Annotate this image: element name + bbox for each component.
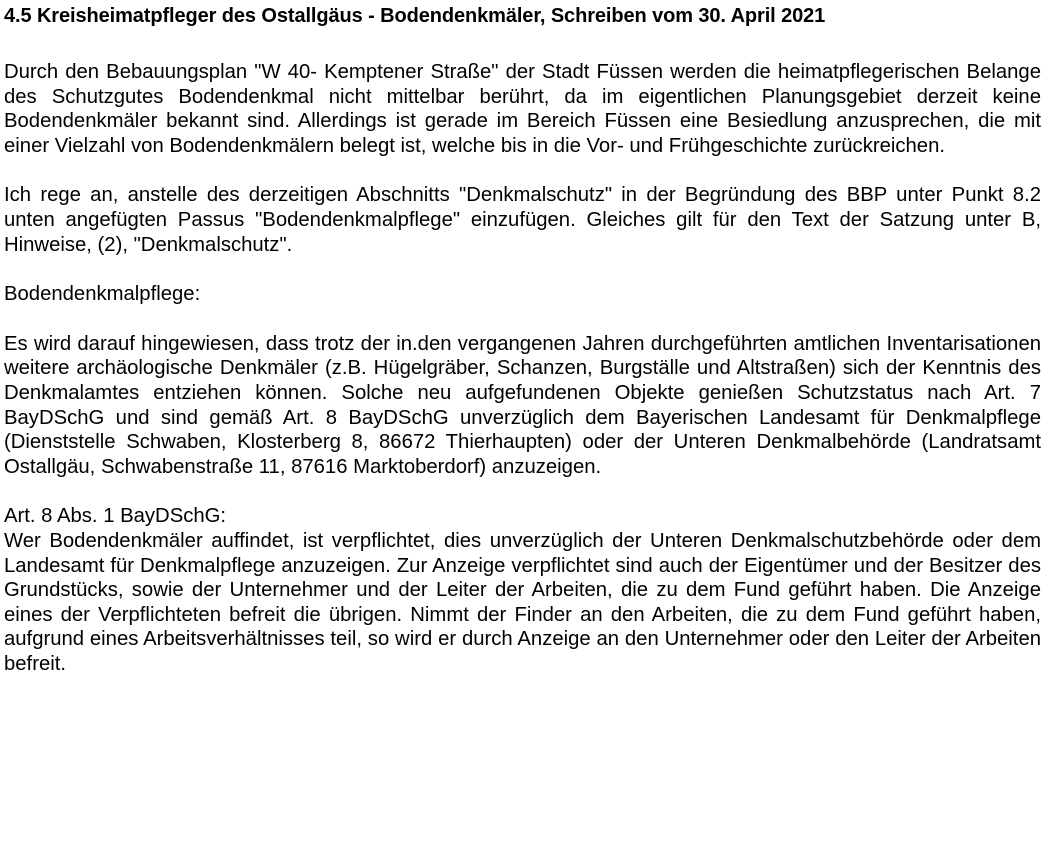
- subheading-art-8: Art. 8 Abs. 1 BayDSchG:: [4, 505, 227, 528]
- document-page: [4, 0, 1041, 676]
- paragraph-art-8-text: Wer Bodendenkmäler auffindet, ist verpflichtet, dies unverzüglich der Unteren Denkmalschutzbehörde oder dem Landesamt für Denkmalpflege anzuzeigen. Zur Anzeige verpflichtet sind auch der Eigentümer und der Besitzer des Grundstücks, sowie der Unternehmer und der Leiter der Arbeiten, die zu dem Fund geführt haben. Die Anzeige eines der Verpflichteten befreit die übrigen. Nimmt der Finder an den Arbeiten, die zu dem Fund geführt haben, aufgrund eines Arbeitsverhältnisses teil, so wird er durch Anzeige an den Unternehmer oder den Leiter der Arbeiten befreit.: [4, 529, 1041, 675]
- section-heading: 4.5 Kreisheimatpfleger des Ostallgäus - Bodendenkmäler, Schreiben vom 30. April 2021: [4, 5, 826, 27]
- paragraph-hinweis: Es wird darauf hingewiesen, dass trotz der in.den vergangenen Jahren durchgeführten amtlichen Inventarisationen weitere archäologische Denkmäler (z.B. Hügelgräber, Schanzen, Burgställe und Altstraßen) sich der Kenntnis des Denkmalamtes entziehen können. Solche neu aufgefundenen Objekte genießen Schutzstatus nach Art. 7 BayDSchG und sind gemäß Art. 8 BayDSchG unverzüglich dem Bayerischen Landesamt für Denkmalpflege (Dienststelle Schwaben, Klosterberg 8, 86672 Thierhaupten) oder der Unteren Denkmalbehörde (Landratsamt Ostallgäu, Schwabenstraße 11, 87616 Marktoberdorf) anzuzeigen.: [4, 332, 1041, 478]
- subheading-bodendenkmalpflege: Bodendenkmalpflege:: [4, 283, 201, 306]
- paragraph-bebauungsplan: Durch den Bebauungsplan "W 40- Kemptener Straße" der Stadt Füssen werden die heimatpflegerischen Belange des Schutzgutes Bodendenkmal nicht mittelbar berührt, da im eigentlichen Planungsgebiet derzeit keine Bodendenkmäler bekannt sind. Allerdings ist gerade im Bereich Füssen eine Besiedlung anzusprechen, die mit einer Vielzahl von Bodendenkmälern belegt ist, welche bis in die Vor- und Frühgeschichte zurückreichen.: [4, 61, 1041, 157]
- paragraph-anregung: Ich rege an, anstelle des derzeitigen Abschnitts "Denkmalschutz" in der Begründung des BBP unter Punkt 8.2 unten angefügten Passus "Bodendenkmalpflege" einzufügen. Gleiches gilt für den Text der Satzung unter B, Hinweise, (2), "Denkmalschutz".: [4, 184, 1041, 256]
